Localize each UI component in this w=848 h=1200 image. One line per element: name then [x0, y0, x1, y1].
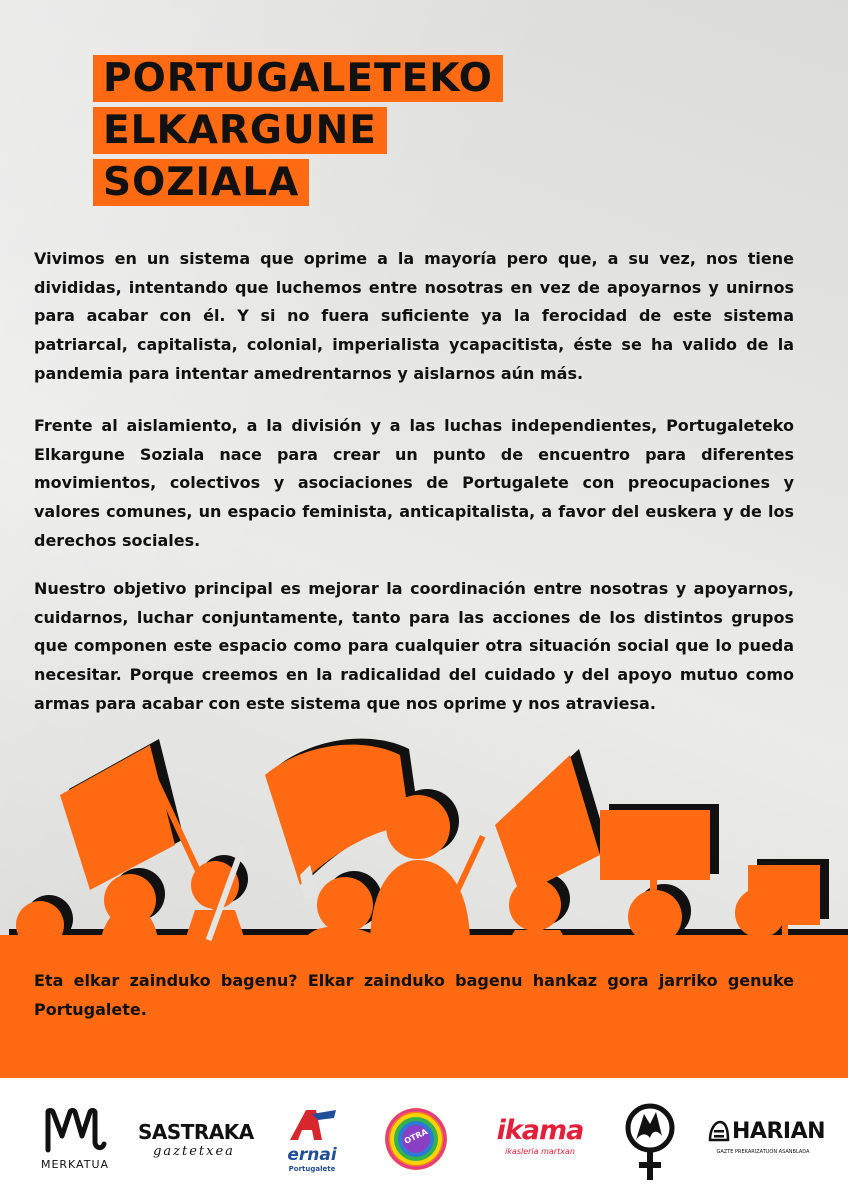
sastraka-sub: gaztetxea: [153, 1144, 235, 1159]
title-line-2: ELKARGUNE: [93, 107, 387, 154]
ernai-a-icon: [282, 1106, 342, 1142]
ernai-sub: Portugalete: [288, 1165, 336, 1173]
logo-circle: [383, 1106, 449, 1172]
logo-ernai: [282, 1106, 342, 1176]
merkatua-m-icon: [40, 1106, 110, 1154]
logo-feminist-symbol: [622, 1100, 678, 1190]
title-line-3: SOZIALA: [93, 159, 309, 206]
ikama-sub: ikasleria martxan: [505, 1147, 575, 1156]
venus-wolf-icon: [622, 1100, 678, 1190]
poster-title: [93, 55, 503, 211]
title-line-1: PORTUGALETEKO: [93, 55, 503, 102]
sastraka-label: SASTRAKA: [138, 1120, 254, 1144]
logo-sastraka: [138, 1120, 254, 1170]
circle-logo-label: OTRA: [402, 1127, 430, 1146]
closing-statement: Eta elkar zainduko bagenu? Elkar zainduko bagenu hankaz gora jarriko genuke Portugalete.: [34, 971, 794, 1019]
harian-helmet-icon: [708, 1120, 730, 1144]
paragraph-3: Nuestro objetivo principal es mejorar la coordinación entre nosotras y apoyarnos, cuidarnos, luchar conjuntamente, tanto para las acciones de los distintos grupos que componen este espacio como para cualquier otra situación social que lo pueda necesitar. Porque creemos en la radicalidad del cuidado y del apoyo mutuo como armas para acabar con este sistema que nos oprime y nos atraviesa.: [34, 579, 794, 713]
logo-ikama: [488, 1116, 592, 1166]
merkatua-label: MERKATUA: [40, 1158, 110, 1171]
harian-sub: GAZTE PREKARIZATUON ASANBLADA: [716, 1149, 810, 1155]
logo-merkatua: [40, 1106, 110, 1178]
ernai-label: ernai: [287, 1145, 337, 1165]
ikama-label: ikama: [496, 1115, 584, 1146]
logo-harian: [708, 1118, 826, 1166]
paragraph-1: Vivimos en un sistema que oprime a la mayoría pero que, a su vez, nos tiene divididas, intentando que luchemos entre nosotras en vez de apoyarnos y unirnos para acabar con él. Y si no fuera suficiente ya la ferocidad de este sistema patriarcal, capitalista, colonial, imperialista ycapacitista, éste se ha valido de la pandemia para intentar amedrentarnos y aislarnos aún más.: [34, 249, 794, 383]
harian-label: HARIAN: [732, 1119, 826, 1144]
logos-footer: [0, 1078, 848, 1200]
paragraph-2: Frente al aislamiento, a la división y a las luchas independientes, Portugaleteko Elkargune Soziala nace para crear un punto de encuentro para diferentes movimientos, colectivos y asociaciones de Portugalete con preocupaciones y valores comunes, un espacio feminista, anticapitalista, a favor del euskera y de los derechos sociales.: [34, 416, 794, 550]
protest-crowd-illustration: [0, 735, 848, 1078]
